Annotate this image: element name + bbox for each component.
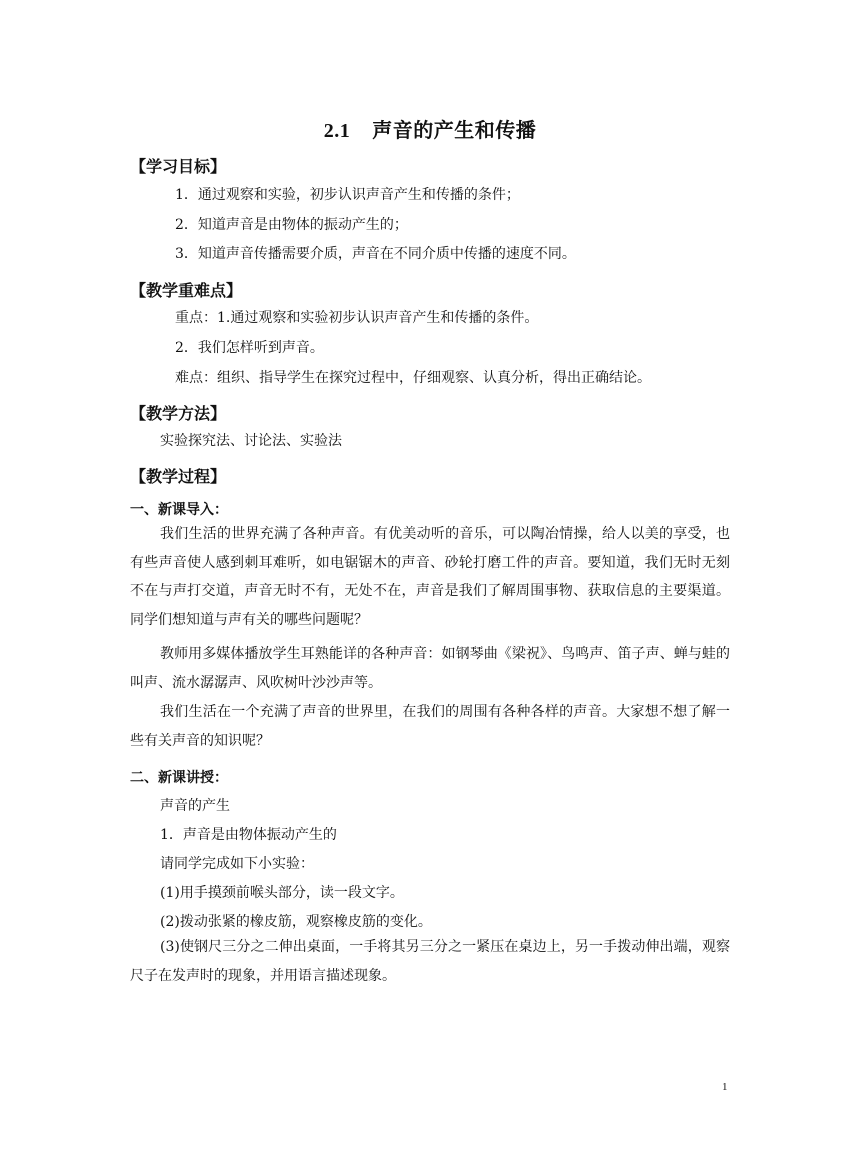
method-text: 实验探究法、讨论法、实验法 [160, 433, 342, 449]
title-text: 声音的产生和传播 [372, 118, 537, 142]
method-heading: 【教学方法】 [130, 404, 227, 423]
key-point-item: 重点：1.通过观察和实验初步认识声音产生和传播的条件。 [175, 310, 539, 326]
intro-paragraph: 教师用多媒体播放学生耳熟能详的各种声音：如钢琴曲《梁祝》、鸟鸣声、笛子声、蝉与蛙的叫声、流水潺潺声、风吹树叶沙沙声等。 [130, 646, 730, 691]
goal-item: 3．知道声音传播需要介质，声音在不同介质中传播的速度不同。 [175, 246, 576, 262]
lesson-line: 1．声音是由物体振动产生的 [160, 827, 337, 843]
experiment-item: (2)拨动张紧的橡皮筋，观察橡皮筋的变化。 [160, 914, 432, 930]
page-title [0, 114, 860, 143]
process-heading: 【教学过程】 [130, 467, 227, 486]
difficulty-item: 难点：组织、指导学生在探究过程中，仔细观察、认真分析，得出正确结论。 [175, 370, 651, 386]
intro-paragraph: 我们生活的世界充满了各种声音。有优美动听的音乐，可以陶冶情操，给人以美的享受，也有些声音使人感到刺耳难听，如电锯锯木的声音、砂轮打磨工件的声音。要知道，我们无时无刻不在与声打交道，声音无时不有，无处不在，声音是我们了解周围事物、获取信息的主要渠道。同学们想知道与声有关的哪些问题呢？ [130, 526, 730, 628]
page-number: 1 [722, 1081, 728, 1093]
goal-item: 1．通过观察和实验，初步认识声音产生和传播的条件； [175, 187, 520, 203]
goal-item: 2．知道声音是由物体的振动产生的； [175, 217, 408, 233]
title-number: 2.1 [323, 120, 351, 142]
part2-heading: 二、新课讲授： [130, 770, 228, 786]
goals-heading: 【学习目标】 [130, 157, 227, 176]
part1-heading: 一、新课导入： [130, 502, 228, 518]
intro-paragraph: 我们生活在一个充满了声音的世界里，在我们的周围有各种各样的声音。大家想不想了解一些有关声音的知识呢？ [130, 704, 730, 749]
lesson-line: 声音的产生 [160, 798, 230, 814]
experiment-item: (1)用手摸颈前喉头部分，读一段文字。 [160, 885, 404, 901]
experiment-paragraph: (3)使钢尺三分之二伸出桌面，一手将其另三分之一紧压在桌边上，另一手拨动伸出端，观察尺子在发声时的现象，并用语言描述现象。 [130, 939, 730, 984]
key-point-item: 2．我们怎样听到声音。 [175, 340, 324, 356]
lesson-line: 请同学完成如下小实验： [160, 856, 314, 872]
key-points-heading: 【教学重难点】 [130, 281, 243, 300]
